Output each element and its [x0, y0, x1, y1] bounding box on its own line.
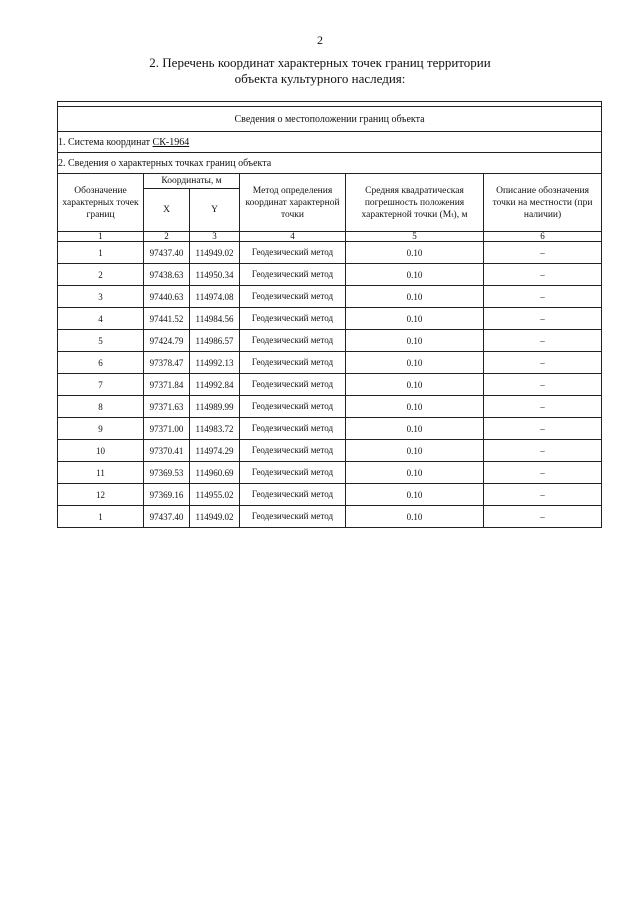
coord-x: 97371.84 [144, 374, 190, 396]
title-line-1: 2. Перечень координат характерных точек границ территории [149, 55, 491, 70]
method: Геодезический метод [240, 264, 346, 286]
coord-x: 97370.41 [144, 440, 190, 462]
table-row [58, 308, 602, 330]
point-id: 4 [58, 308, 144, 330]
position-error: 0.10 [346, 242, 484, 264]
coord-y: 114974.29 [190, 440, 240, 462]
position-error: 0.10 [346, 352, 484, 374]
point-description: – [484, 264, 602, 286]
points-section-title: 2. Сведения о характерных точках границ объекта [58, 153, 602, 174]
coord-x: 97424.79 [144, 330, 190, 352]
point-id: 9 [58, 418, 144, 440]
table-row [58, 242, 602, 264]
method: Геодезический метод [240, 462, 346, 484]
position-error: 0.10 [346, 308, 484, 330]
method: Геодезический метод [240, 440, 346, 462]
coord-y: 114986.57 [190, 330, 240, 352]
coord-y: 114955.02 [190, 484, 240, 506]
table-row [58, 506, 602, 528]
table-row [58, 396, 602, 418]
header-method: Метод определения координат характерной точки [240, 174, 346, 232]
coord-x: 97438.63 [144, 264, 190, 286]
coord-x: 97437.40 [144, 242, 190, 264]
coord-x: 97371.00 [144, 418, 190, 440]
position-error: 0.10 [346, 374, 484, 396]
header-x: X [144, 189, 190, 232]
point-id: 11 [58, 462, 144, 484]
position-error: 0.10 [346, 264, 484, 286]
section-title: Сведения о местоположении границ объекта [58, 107, 602, 132]
table-row [58, 352, 602, 374]
coord-y: 114949.02 [190, 242, 240, 264]
method: Геодезический метод [240, 330, 346, 352]
table-row [58, 440, 602, 462]
method: Геодезический метод [240, 308, 346, 330]
point-id: 5 [58, 330, 144, 352]
column-numbers-row [58, 232, 602, 242]
point-id: 3 [58, 286, 144, 308]
header-description: Описание обозначения точки на местности (при наличии) [484, 174, 602, 232]
coord-y: 114992.84 [190, 374, 240, 396]
point-id: 8 [58, 396, 144, 418]
table-row [58, 286, 602, 308]
method: Геодезический метод [240, 286, 346, 308]
coord-y: 114984.56 [190, 308, 240, 330]
document-title [100, 55, 540, 87]
coord-y: 114950.34 [190, 264, 240, 286]
method: Геодезический метод [240, 374, 346, 396]
point-description: – [484, 242, 602, 264]
column-number: 3 [190, 232, 240, 242]
method: Геодезический метод [240, 242, 346, 264]
table-row [58, 462, 602, 484]
table-row [58, 264, 602, 286]
point-description: – [484, 484, 602, 506]
title-line-2: объекта культурного наследия: [234, 71, 406, 86]
point-id: 6 [58, 352, 144, 374]
method: Геодезический метод [240, 506, 346, 528]
point-description: – [484, 352, 602, 374]
column-number: 6 [484, 232, 602, 242]
table-row [58, 484, 602, 506]
column-number: 4 [240, 232, 346, 242]
header-y: Y [190, 189, 240, 232]
coord-y: 114989.99 [190, 396, 240, 418]
position-error: 0.10 [346, 506, 484, 528]
coord-x: 97440.63 [144, 286, 190, 308]
point-description: – [484, 462, 602, 484]
position-error: 0.10 [346, 286, 484, 308]
page-number: 2 [317, 33, 323, 47]
point-description: – [484, 506, 602, 528]
point-id: 1 [58, 242, 144, 264]
method: Геодезический метод [240, 418, 346, 440]
point-id: 7 [58, 374, 144, 396]
coord-x: 97441.52 [144, 308, 190, 330]
method: Геодезический метод [240, 352, 346, 374]
method: Геодезический метод [240, 396, 346, 418]
coord-y: 114992.13 [190, 352, 240, 374]
header-error: Средняя квадратическая погрешность положения характерной точки (Mₜ), м [346, 174, 484, 232]
table-row [58, 418, 602, 440]
position-error: 0.10 [346, 396, 484, 418]
coord-y: 114949.02 [190, 506, 240, 528]
column-number: 1 [58, 232, 144, 242]
coord-x: 97369.53 [144, 462, 190, 484]
point-description: – [484, 330, 602, 352]
position-error: 0.10 [346, 462, 484, 484]
point-id: 2 [58, 264, 144, 286]
coord-x: 97371.63 [144, 396, 190, 418]
column-number: 2 [144, 232, 190, 242]
method: Геодезический метод [240, 484, 346, 506]
point-id: 10 [58, 440, 144, 462]
point-description: – [484, 418, 602, 440]
coord-y: 114983.72 [190, 418, 240, 440]
position-error: 0.10 [346, 440, 484, 462]
position-error: 0.10 [346, 330, 484, 352]
point-description: – [484, 286, 602, 308]
boundary-points-table [57, 101, 602, 528]
coord-system-row [58, 132, 602, 153]
header-designation: Обозначение характерных точек границ [58, 174, 144, 232]
point-description: – [484, 308, 602, 330]
coord-y: 114960.69 [190, 462, 240, 484]
point-id: 12 [58, 484, 144, 506]
coord-system-label: 1. Система координат [58, 136, 153, 148]
point-description: – [484, 440, 602, 462]
point-description: – [484, 374, 602, 396]
position-error: 0.10 [346, 418, 484, 440]
coord-x: 97437.40 [144, 506, 190, 528]
column-number: 5 [346, 232, 484, 242]
coord-system-value: СК-1964 [152, 136, 190, 148]
table-row [58, 374, 602, 396]
position-error: 0.10 [346, 484, 484, 506]
coord-x: 97369.16 [144, 484, 190, 506]
header-coordinates: Координаты, м [144, 174, 240, 189]
point-description: – [484, 396, 602, 418]
coord-x: 97378.47 [144, 352, 190, 374]
table-row [58, 330, 602, 352]
coord-y: 114974.08 [190, 286, 240, 308]
table-body [58, 242, 602, 528]
point-id: 1 [58, 506, 144, 528]
